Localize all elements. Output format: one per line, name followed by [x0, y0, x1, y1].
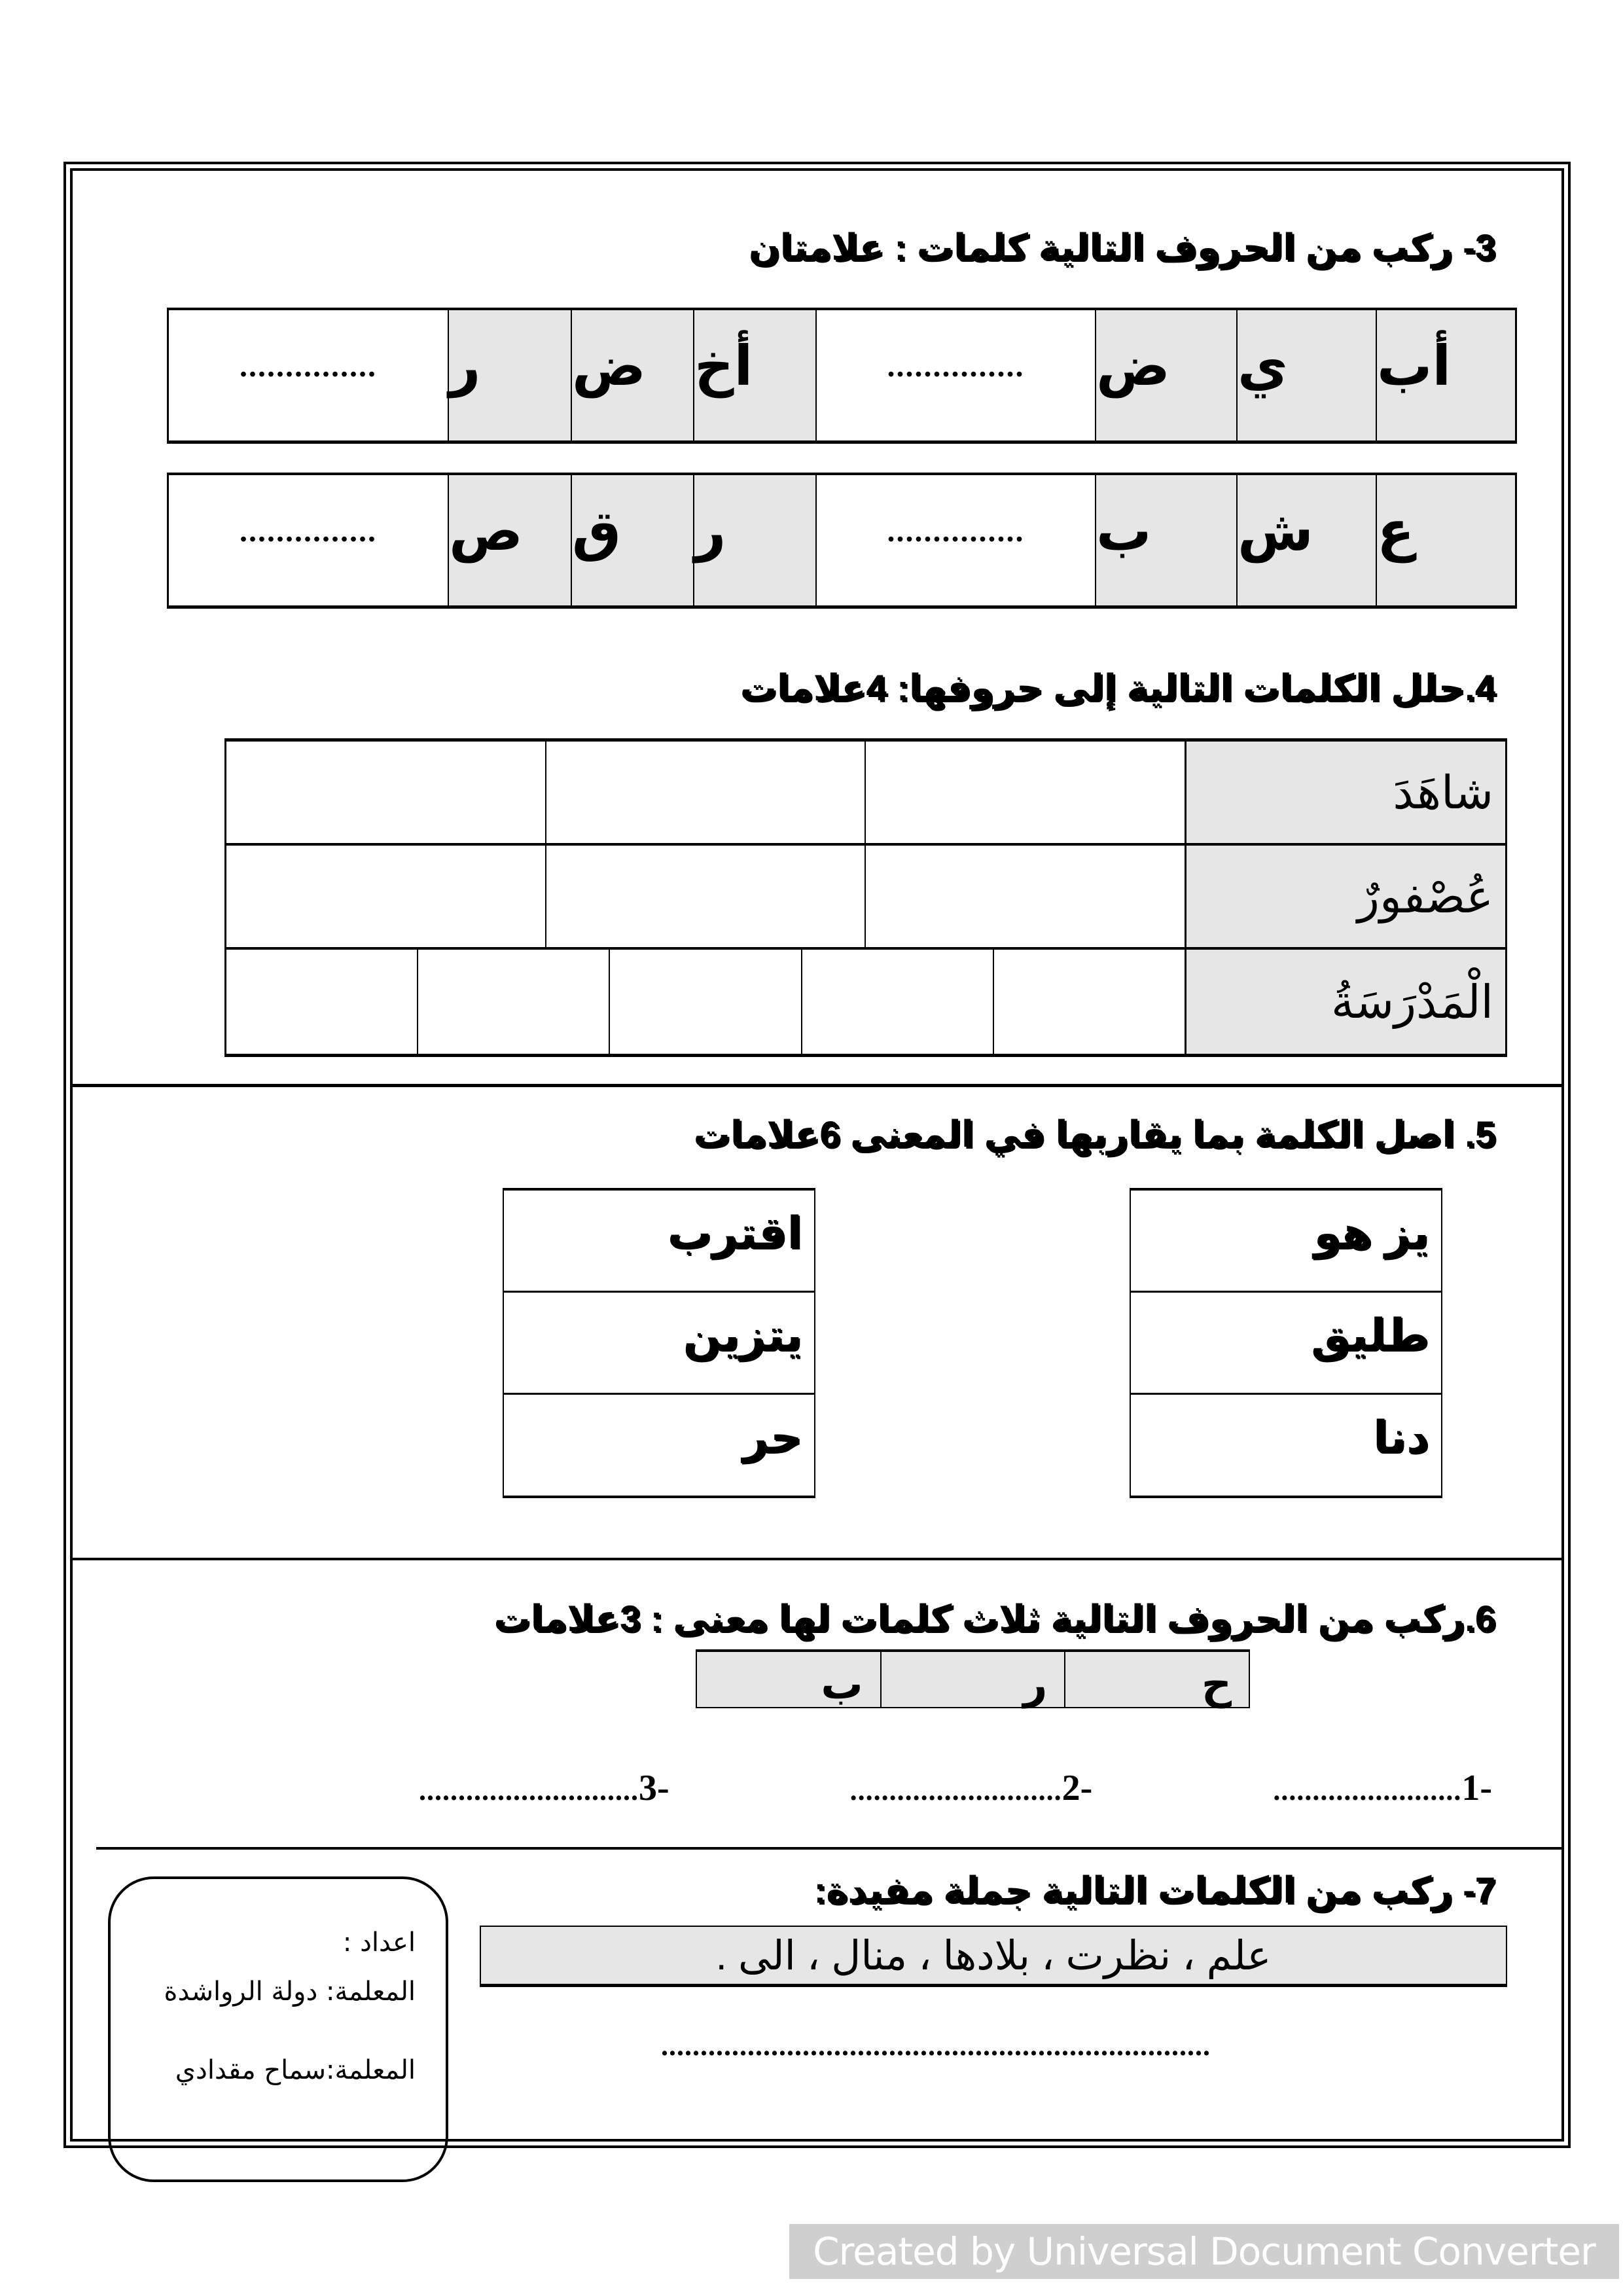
letter-cell: ض — [1095, 310, 1236, 440]
letter-cell: ح — [1064, 1652, 1249, 1707]
answer-line-2[interactable] — [850, 1767, 1093, 1809]
letter-cell: ض — [571, 310, 693, 440]
letter-cell: ر — [693, 475, 815, 605]
sentence-words-box — [480, 1926, 1507, 1987]
analyze-word: الْمَدْرَسَةُ — [1185, 950, 1505, 1054]
credits-teacher-1: المعلمة: دولة الرواشدة — [164, 1977, 416, 2007]
answer-blank[interactable]: ........................ — [1273, 1774, 1462, 1806]
analyze-row — [226, 846, 1505, 950]
credits-box — [108, 1876, 448, 2182]
letter-cell: ش — [1236, 475, 1376, 605]
section5-heading: 5. اصل الكلمة بما يقاربها في المعنى 6علامات — [693, 1113, 1495, 1155]
letter-cell: ر — [880, 1652, 1065, 1707]
answer-blank[interactable]: ............... — [815, 310, 1095, 440]
section3-row-1 — [167, 308, 1517, 444]
section6-answers — [419, 1767, 1492, 1809]
match-word[interactable]: يتزين — [504, 1293, 814, 1395]
analyze-word: شاهَدَ — [1185, 742, 1505, 843]
section-divider — [70, 1084, 1564, 1087]
answer-line-1[interactable] — [1273, 1767, 1492, 1809]
letter-answer-cell[interactable] — [801, 950, 993, 1054]
letter-answer-cell[interactable] — [417, 950, 609, 1054]
letter-cell: ب — [821, 1660, 863, 1708]
letter-cell: أب — [1376, 310, 1515, 440]
section3-row-2 — [167, 473, 1517, 609]
section6-letters — [696, 1649, 1250, 1708]
match-word[interactable]: طليق — [1131, 1293, 1441, 1395]
answer-blank[interactable]: ............................ — [419, 1774, 639, 1806]
match-word[interactable]: حر — [504, 1395, 814, 1497]
section3-heading: 3- ركب من الحروف التالية كلمات : علامتان — [748, 226, 1495, 268]
letter-cell: ص — [448, 475, 571, 605]
letter-answer-cell[interactable] — [865, 846, 1185, 947]
watermark-banner — [789, 2224, 1619, 2279]
letter-answer-cell[interactable] — [226, 846, 545, 947]
answer-blank[interactable]: ........................... — [849, 1774, 1062, 1806]
letter-answer-cell[interactable] — [226, 742, 545, 843]
answer-number: 2- — [1061, 1768, 1093, 1808]
analyze-row — [226, 950, 1505, 1054]
letter-cell: ق — [571, 475, 693, 605]
answer-blank[interactable]: ............... — [815, 475, 1095, 605]
letter-answer-cell[interactable] — [545, 742, 865, 843]
match-column-left — [503, 1188, 815, 1498]
analyze-word: عُصْفورٌ — [1185, 846, 1505, 947]
section-divider — [70, 1558, 1564, 1560]
section4-heading: 4.حلل الكلمات التالية إلى حروفها: 4علامات — [740, 667, 1495, 708]
credits-prepared-by: اعداد : — [342, 1928, 416, 1958]
letter-cell: أخ — [693, 310, 815, 440]
section-divider — [96, 1847, 1564, 1850]
analyze-words-table — [224, 738, 1507, 1057]
letter-answer-cell[interactable] — [545, 846, 865, 947]
letter-answer-cell[interactable] — [609, 950, 800, 1054]
section6-heading: 6.ركب من الحروف التالية ثلاث كلمات لها معنى : 3علامات — [493, 1598, 1495, 1639]
answer-blank[interactable]: ............... — [169, 475, 448, 605]
letter-cell: ي — [1236, 310, 1376, 440]
answer-blank[interactable]: ............... — [169, 310, 448, 440]
analyze-row — [226, 742, 1505, 846]
section7-heading: 7- ركب من الكلمات التالية جملة مفيدة: — [813, 1869, 1495, 1910]
watermark-text: Created by Universal Document Converter — [813, 2229, 1596, 2274]
credits-teacher-2: المعلمة:سماح مقدادي — [175, 2055, 416, 2085]
letter-cell: ر — [448, 310, 571, 440]
letter-answer-cell[interactable] — [865, 742, 1185, 843]
answer-number: 1- — [1461, 1768, 1492, 1808]
letter-cell: ب — [1095, 475, 1236, 605]
letter-answer-cell[interactable] — [993, 950, 1185, 1054]
answer-number: 3- — [639, 1768, 669, 1808]
match-word[interactable]: دنا — [1131, 1395, 1441, 1497]
sentence-words: علم ، نظرت ، بلادها ، منال ، الى . — [715, 1933, 1272, 1979]
letter-cell: ع — [1376, 475, 1515, 605]
match-word[interactable]: يز هو — [1131, 1191, 1441, 1293]
match-word[interactable]: اقترب — [504, 1191, 814, 1293]
match-column-right — [1130, 1188, 1442, 1498]
letter-answer-cell[interactable] — [226, 950, 417, 1054]
sentence-answer-blank[interactable]: ...................................................................... — [661, 2030, 1211, 2062]
answer-line-3[interactable] — [419, 1767, 669, 1809]
